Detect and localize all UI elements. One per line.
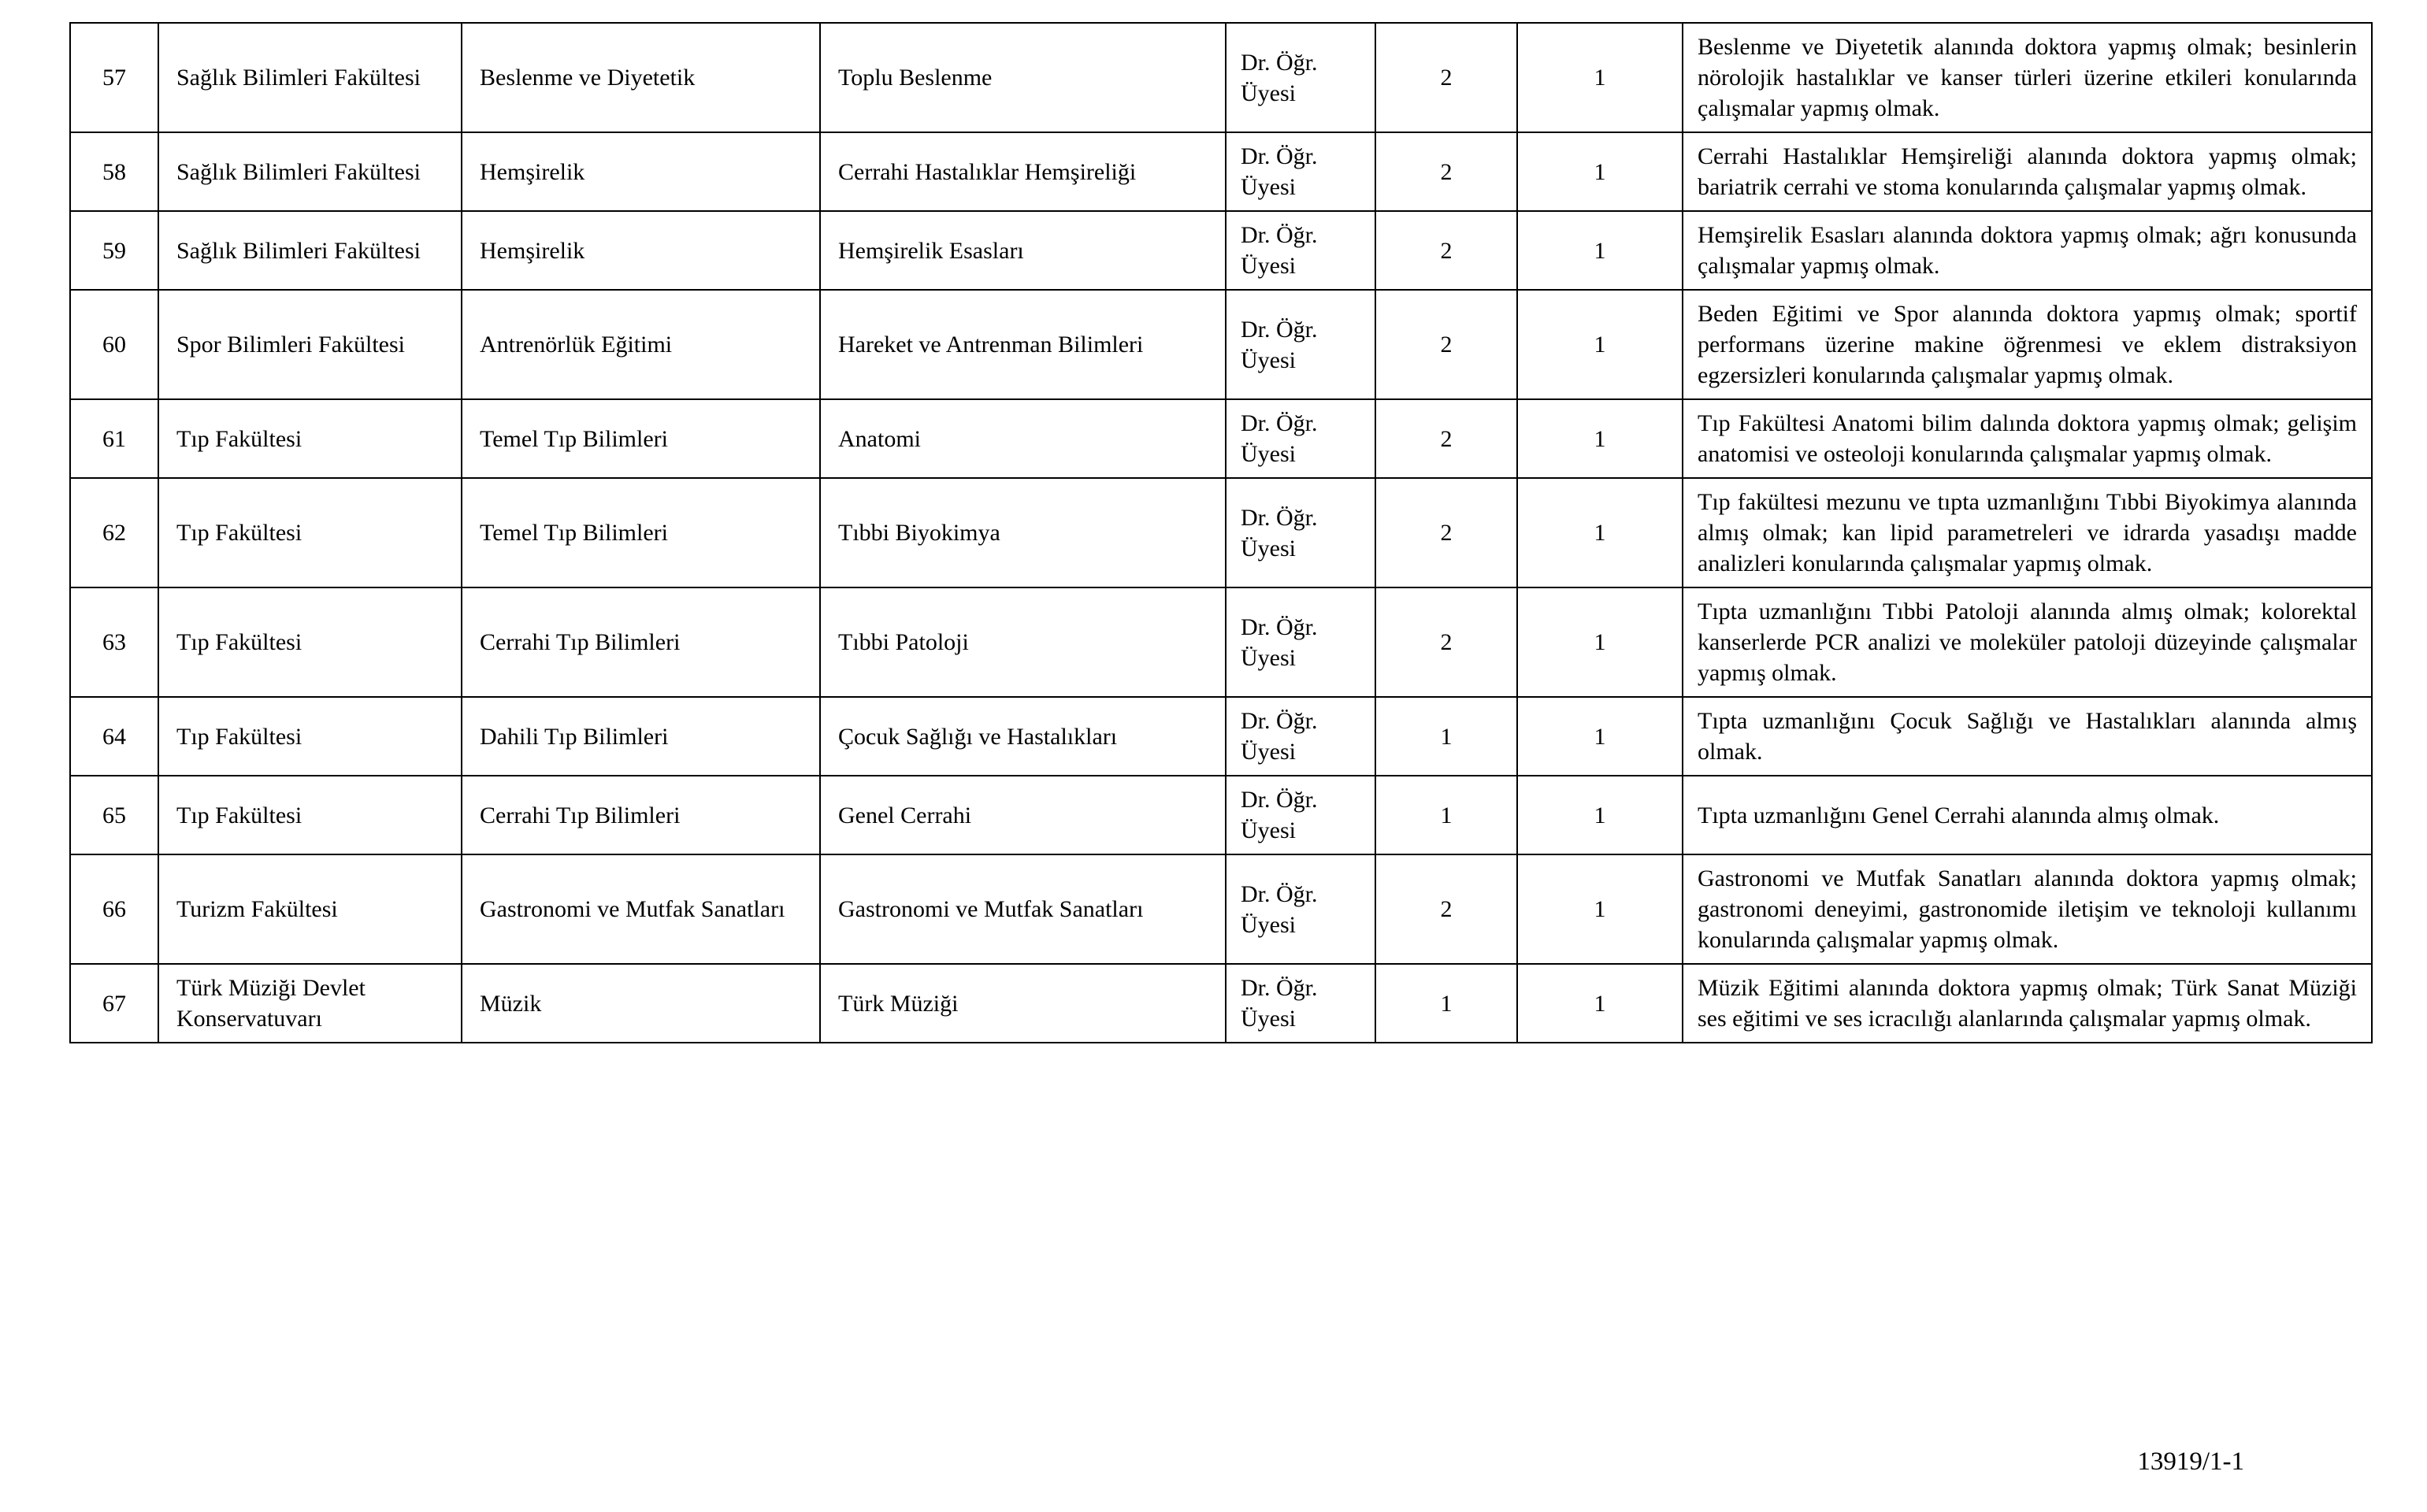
title-cell: Dr. Öğr. Üyesi	[1226, 854, 1375, 964]
faculty-cell: Spor Bilimleri Fakültesi	[158, 290, 462, 399]
count-cell: 1	[1517, 964, 1683, 1043]
description-cell: Gastronomi ve Mutfak Sanatları alanında doktora yapmış olmak; gastronomi deneyimi, gastronomide iletişim ve teknoloji kullanımı konularında çalışmalar yapmış olmak.	[1683, 854, 2372, 964]
count-cell: 1	[1517, 211, 1683, 290]
footer-reference-number: 13919/1-1	[2137, 1447, 2244, 1476]
program-cell: Cerrahi Hastalıklar Hemşireliği	[820, 132, 1226, 211]
description-cell: Hemşirelik Esasları alanında doktora yapmış olmak; ağrı konusunda çalışmalar yapmış olmak.	[1683, 211, 2372, 290]
count-cell: 1	[1517, 854, 1683, 964]
department-cell: Müzik	[462, 964, 820, 1043]
description-cell: Tıp fakültesi mezunu ve tıpta uzmanlığını Tıbbi Biyokimya alanında almış olmak; kan lipid parametreleri ve idrarda yasadışı madde analizleri konularında çalışmalar yapmış olmak.	[1683, 478, 2372, 587]
department-cell: Temel Tıp Bilimleri	[462, 478, 820, 587]
row-number-cell: 57	[70, 23, 158, 132]
count-cell: 1	[1517, 23, 1683, 132]
title-cell: Dr. Öğr. Üyesi	[1226, 211, 1375, 290]
count-cell: 1	[1517, 776, 1683, 854]
program-cell: Anatomi	[820, 399, 1226, 478]
table-row	[70, 23, 2372, 132]
description-cell: Müzik Eğitimi alanında doktora yapmış olmak; Türk Sanat Müziği ses eğitimi ve ses icracılığı alanlarında çalışmalar yapmış olmak.	[1683, 964, 2372, 1043]
program-cell: Hareket ve Antrenman Bilimleri	[820, 290, 1226, 399]
department-cell: Hemşirelik	[462, 132, 820, 211]
title-cell: Dr. Öğr. Üyesi	[1226, 964, 1375, 1043]
faculty-cell: Sağlık Bilimleri Fakültesi	[158, 211, 462, 290]
title-cell: Dr. Öğr. Üyesi	[1226, 399, 1375, 478]
table-row	[70, 964, 2372, 1043]
count-cell: 1	[1517, 290, 1683, 399]
program-cell: Genel Cerrahi	[820, 776, 1226, 854]
row-number-cell: 61	[70, 399, 158, 478]
department-cell: Antrenörlük Eğitimi	[462, 290, 820, 399]
department-cell: Dahili Tıp Bilimleri	[462, 697, 820, 776]
faculty-cell: Sağlık Bilimleri Fakültesi	[158, 23, 462, 132]
degree-cell: 2	[1375, 478, 1517, 587]
program-cell: Türk Müziği	[820, 964, 1226, 1043]
title-cell: Dr. Öğr. Üyesi	[1226, 290, 1375, 399]
department-cell: Gastronomi ve Mutfak Sanatları	[462, 854, 820, 964]
description-cell: Tıpta uzmanlığını Çocuk Sağlığı ve Hastalıkları alanında almış olmak.	[1683, 697, 2372, 776]
degree-cell: 1	[1375, 776, 1517, 854]
count-cell: 1	[1517, 587, 1683, 697]
title-cell: Dr. Öğr. Üyesi	[1226, 697, 1375, 776]
degree-cell: 1	[1375, 964, 1517, 1043]
faculty-cell: Tıp Fakültesi	[158, 478, 462, 587]
faculty-cell: Tıp Fakültesi	[158, 399, 462, 478]
table-row	[70, 290, 2372, 399]
faculty-cell: Sağlık Bilimleri Fakültesi	[158, 132, 462, 211]
description-cell: Beslenme ve Diyetetik alanında doktora yapmış olmak; besinlerin nörolojik hastalıklar ve kanser türleri üzerine etkileri konularında çalışmalar yapmış olmak.	[1683, 23, 2372, 132]
program-cell: Gastronomi ve Mutfak Sanatları	[820, 854, 1226, 964]
row-number-cell: 63	[70, 587, 158, 697]
degree-cell: 2	[1375, 211, 1517, 290]
degree-cell: 2	[1375, 132, 1517, 211]
program-cell: Hemşirelik Esasları	[820, 211, 1226, 290]
degree-cell: 1	[1375, 697, 1517, 776]
department-cell: Cerrahi Tıp Bilimleri	[462, 587, 820, 697]
program-cell: Tıbbi Biyokimya	[820, 478, 1226, 587]
row-number-cell: 64	[70, 697, 158, 776]
table-row	[70, 211, 2372, 290]
academic-positions-table	[69, 22, 2373, 1043]
department-cell: Hemşirelik	[462, 211, 820, 290]
department-cell: Temel Tıp Bilimleri	[462, 399, 820, 478]
faculty-cell: Turizm Fakültesi	[158, 854, 462, 964]
table-row	[70, 478, 2372, 587]
count-cell: 1	[1517, 697, 1683, 776]
table-body	[70, 23, 2372, 1043]
faculty-cell: Tıp Fakültesi	[158, 587, 462, 697]
degree-cell: 2	[1375, 587, 1517, 697]
department-cell: Cerrahi Tıp Bilimleri	[462, 776, 820, 854]
title-cell: Dr. Öğr. Üyesi	[1226, 23, 1375, 132]
table-row	[70, 697, 2372, 776]
title-cell: Dr. Öğr. Üyesi	[1226, 132, 1375, 211]
faculty-cell: Tıp Fakültesi	[158, 776, 462, 854]
count-cell: 1	[1517, 478, 1683, 587]
table-row	[70, 399, 2372, 478]
degree-cell: 2	[1375, 854, 1517, 964]
row-number-cell: 65	[70, 776, 158, 854]
program-cell: Çocuk Sağlığı ve Hastalıkları	[820, 697, 1226, 776]
degree-cell: 2	[1375, 290, 1517, 399]
row-number-cell: 62	[70, 478, 158, 587]
faculty-cell: Türk Müziği Devlet Konservatuvarı	[158, 964, 462, 1043]
table-row	[70, 776, 2372, 854]
title-cell: Dr. Öğr. Üyesi	[1226, 776, 1375, 854]
faculty-cell: Tıp Fakültesi	[158, 697, 462, 776]
count-cell: 1	[1517, 399, 1683, 478]
title-cell: Dr. Öğr. Üyesi	[1226, 478, 1375, 587]
description-cell: Tıpta uzmanlığını Genel Cerrahi alanında almış olmak.	[1683, 776, 2372, 854]
table-row	[70, 854, 2372, 964]
count-cell: 1	[1517, 132, 1683, 211]
description-cell: Tıp Fakültesi Anatomi bilim dalında doktora yapmış olmak; gelişim anatomisi ve osteoloji konularında çalışmalar yapmış olmak.	[1683, 399, 2372, 478]
description-cell: Cerrahi Hastalıklar Hemşireliği alanında doktora yapmış olmak; bariatrik cerrahi ve stoma konularında çalışmalar yapmış olmak.	[1683, 132, 2372, 211]
table-row	[70, 132, 2372, 211]
row-number-cell: 58	[70, 132, 158, 211]
row-number-cell: 59	[70, 211, 158, 290]
department-cell: Beslenme ve Diyetetik	[462, 23, 820, 132]
description-cell: Tıpta uzmanlığını Tıbbi Patoloji alanında almış olmak; kolorektal kanserlerde PCR analizi ve moleküler patoloji düzeyinde çalışmalar yapmış olmak.	[1683, 587, 2372, 697]
title-cell: Dr. Öğr. Üyesi	[1226, 587, 1375, 697]
description-cell: Beden Eğitimi ve Spor alanında doktora yapmış olmak; sportif performans üzerine makine öğrenmesi ve eklem distraksiyon egzersizleri konularında çalışmalar yapmış olmak.	[1683, 290, 2372, 399]
degree-cell: 2	[1375, 23, 1517, 132]
row-number-cell: 60	[70, 290, 158, 399]
degree-cell: 2	[1375, 399, 1517, 478]
program-cell: Tıbbi Patoloji	[820, 587, 1226, 697]
row-number-cell: 66	[70, 854, 158, 964]
row-number-cell: 67	[70, 964, 158, 1043]
program-cell: Toplu Beslenme	[820, 23, 1226, 132]
table-row	[70, 587, 2372, 697]
